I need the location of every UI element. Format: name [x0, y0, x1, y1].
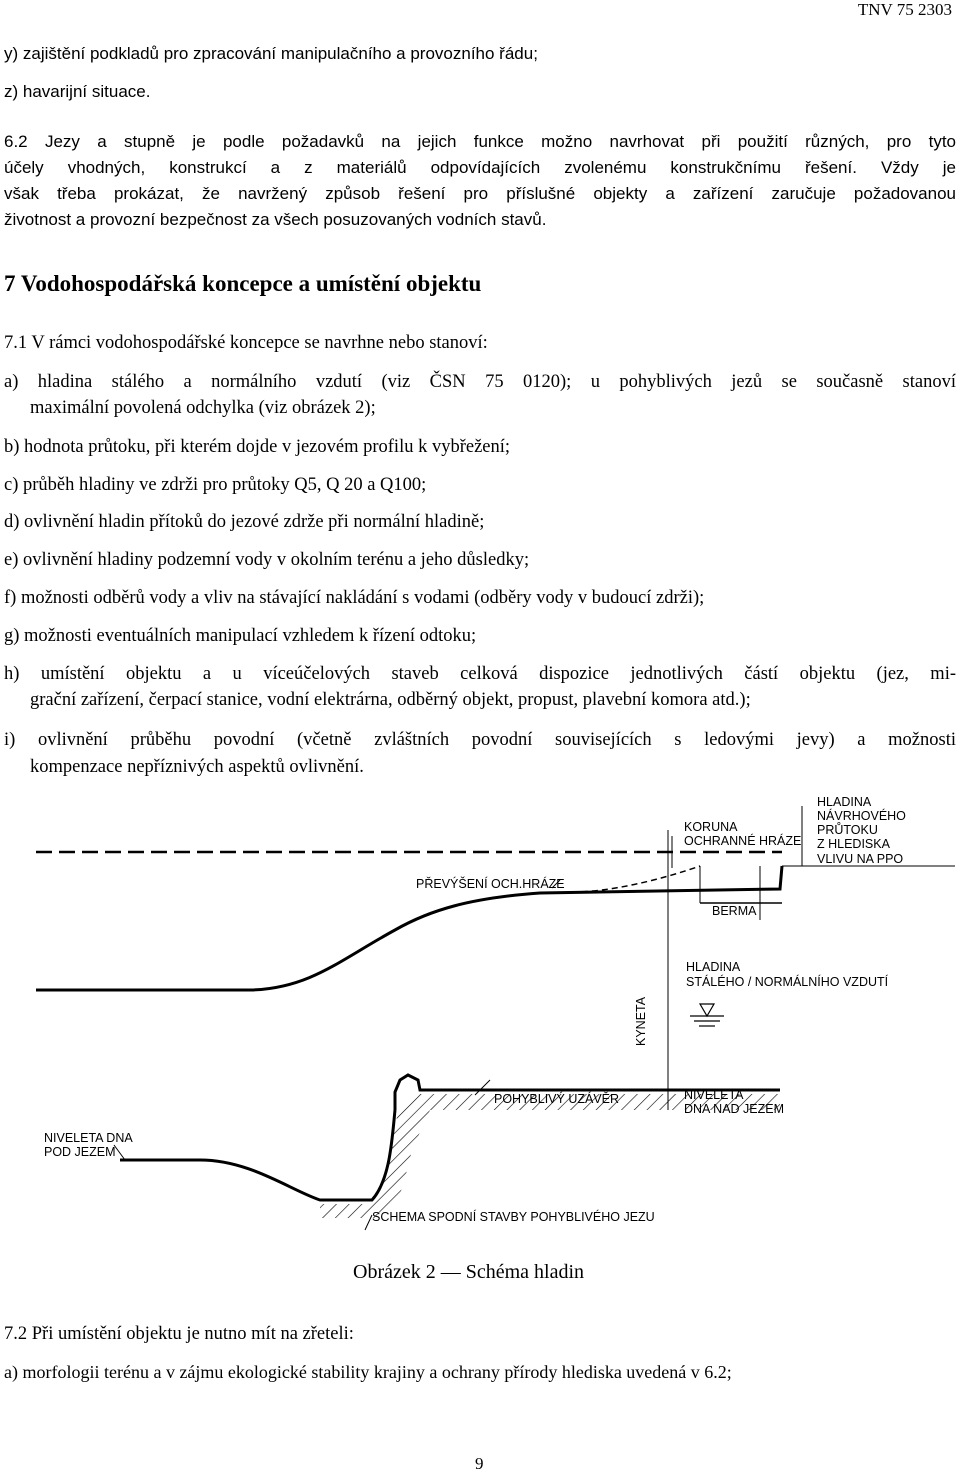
label-niveleta-nad-2: DNA NAD JEZEM [684, 1102, 785, 1116]
list-item-e: e) ovlivnění hladiny podzemní vody v okolním terénu a jeho důsledky; [4, 550, 530, 570]
list-item-f: f) možnosti odběrů vody a vliv na stávající nakládání s vodami (odběry vody v budoucí zdrži); [4, 588, 705, 608]
list-item-g: g) možnosti eventuálních manipulací vzhledem k řízení odtoku; [4, 626, 477, 646]
figure-caption: Obrázek 2 — Schéma hladin [353, 1261, 585, 1283]
list-item-d: d) ovlivnění hladin přítoků do jezové zdrže při normální hladině; [4, 512, 485, 532]
list-item-a-line-2: maximální povolená odchylka (viz obrázek 2); [30, 398, 376, 418]
list-item-y: y) zajištění podkladů pro zpracování manipulačního a provozního řádu; [4, 44, 538, 63]
bank-profile [36, 866, 782, 990]
uzaver-leader [475, 1080, 490, 1095]
list-item-7-2-a: a) morfologii terénu a v zájmu ekologické stability krajiny a ochrany přírody hlediska uvedená v 6.2; [4, 1362, 732, 1382]
water-level-triangle-icon [700, 1004, 714, 1016]
list-item-h-line-1: h) umístění objektu a u víceúčelových staveb celková dispozice jednotlivých částí objektu (jez, mi- [4, 664, 956, 684]
document-code: TNV 75 2303 [857, 0, 952, 19]
label-pohyblivy-uzaver: POHYBLIVÝ UZÁVĚR [494, 1092, 620, 1106]
label-hladina-navrhoveho-2: NÁVRHOVÉHO [817, 809, 906, 823]
list-item-b: b) hodnota průtoku, při kterém dojde v jezovém profilu k vybřežení; [4, 437, 511, 457]
label-niveleta-nad-1: NIVELETA [684, 1088, 744, 1102]
list-item-i-line-2: kompenzace nepříznivých aspektů ovlivnění. [30, 757, 364, 777]
label-kyneta: KYNETA [634, 996, 648, 1046]
label-hladina-stale-2: STÁLÉHO / NORMÁLNÍHO VZDUTÍ [686, 975, 889, 989]
section-7-1-intro: 7.1 V rámci vodohospodářské koncepce se navrhne nebo stanoví: [4, 333, 488, 353]
label-hladina-navrhoveho-5: VLIVU NA PPO [817, 852, 904, 866]
list-item-z: z) havarijní situace. [4, 82, 151, 101]
list-item-h-line-2: grační zařízení, čerpací stanice, vodní elektrárna, odběrný objekt, propust, plavební komora atd.); [30, 690, 751, 710]
label-niveleta-pod-1: NIVELETA DNA [44, 1131, 133, 1145]
label-koruna-1: KORUNA [684, 820, 738, 834]
section-6-2-line-4: životnost a provozní bezpečnost za všech posuzovaných vodních stavů. [4, 210, 547, 229]
label-berma: BERMA [712, 904, 757, 918]
label-hladina-navrhoveho-1: HLADINA [817, 795, 872, 809]
label-hladina-navrhoveho-4: Z HLEDISKA [817, 837, 890, 851]
label-niveleta-pod-2: POD JEZEM [44, 1145, 116, 1159]
label-schema: SCHEMA SPODNÍ STAVBY POHYBLIVÉHO JEZU [372, 1210, 655, 1224]
berm-slope-line [572, 866, 700, 892]
label-hladina-navrhoveho-3: PRŮTOKU [817, 823, 878, 837]
section-7-heading: 7 Vodohospodářská koncepce a umístění objektu [4, 271, 482, 296]
list-item-a-line-1: a) hladina stálého a normálního vzdutí (viz ČSN 75 0120); u pohyblivých jezů se současně stanoví [4, 372, 956, 392]
label-prevyseni: PŘEVÝŠENÍ OCH.HRÁZE [416, 877, 565, 891]
label-hladina-stale-1: HLADINA [686, 960, 741, 974]
page-number: 9 [475, 1454, 484, 1473]
section-6-2-line-3: však třeba prokázat, že navržený způsob řešení pro příslušné objekty a zařízení zaručuje požadovanou [4, 184, 956, 203]
section-7-2-intro: 7.2 Při umístění objektu je nutno mít na zřeteli: [4, 1324, 354, 1344]
list-item-c: c) průběh hladiny ve zdrži pro průtoky Q5, Q 20 a Q100; [4, 475, 427, 495]
niveleta-pod-leader [114, 1145, 125, 1160]
section-6-2-line-2: účely vhodných, konstrukcí a z materiálů odpovídajících zvolenému konstrukčnímu řešení. Vždy je [4, 158, 956, 177]
section-6-2-line-1: 6.2 Jezy a stupně je podle požadavků na jejich funkce možno navrhovat při použití různých, pro tyto [4, 132, 956, 151]
downstream-bed-profile [120, 1110, 395, 1200]
list-item-i-line-1: i) ovlivnění průběhu povodní (včetně zvláštních povodní souvisejících s ledovými jevy) a možnosti [4, 730, 956, 750]
label-koruna-2: OCHRANNÉ HRÁZE [684, 834, 802, 848]
